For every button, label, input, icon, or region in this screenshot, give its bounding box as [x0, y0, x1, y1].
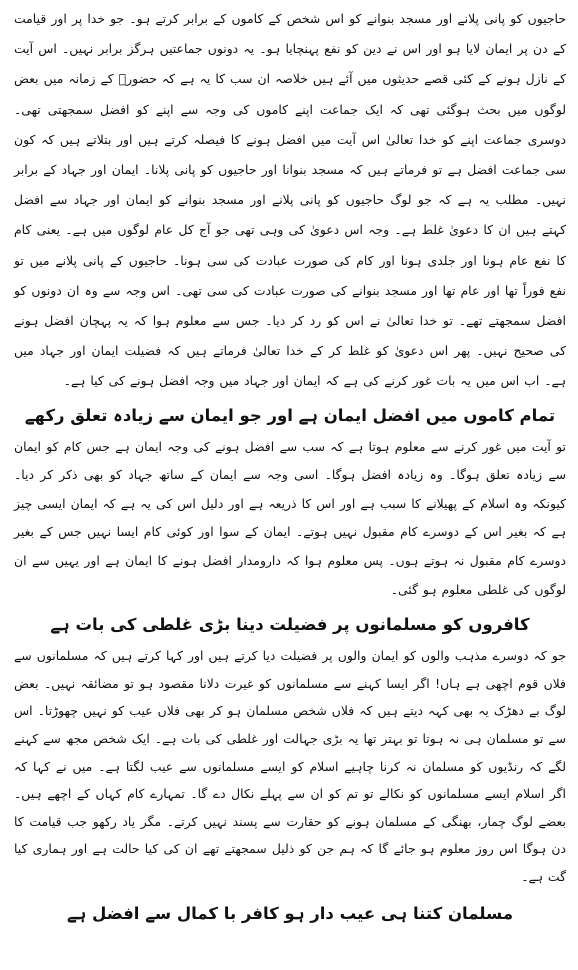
paragraph-kafir-fazilat: جو کہ دوسرے مذہب والوں کو ایمان والوں پر فضیلت دیا کرتے ہیں اور کہا کرتے ہیں کہ مسلمانوں سے فلاں قوم اچھی ہے ہاں! اگر ایسا کہنے سے مسلمانوں کو غیرت دلانا مقصود ہو تو مضائقہ نہیں۔ بعض لوگ بے دھڑک یہ بھی کہہ دیتے ہیں کہ فلاں شخص مسلمان ہو کر بھی فلاں عیب کو نہیں چھوڑتا۔ اس سے تو مسلمان ہی نہ ہوتا تو بہتر تھا یہ بڑی جہالت اور غلطی کی بات ہے۔ ایک شخص مجھ سے کہنے لگے کہ رنڈیوں کو مسلمان نہ کرنا چاہیے اسلام کو ایسے مسلمانوں سے عیب لگتا ہے۔ میں نے کہا کہ اگر اسلام ایسے مسلمانوں کو نکالے تو تم کو ان سے پہلے نکال دے گا۔ تمہارے کام کہاں کے اچھے ہیں۔ بعضے لوگ چمار، بھنگی کے مسلمان ہونے کو حقارت سے پسند نہیں کرتے۔ مگر یاد رکھو جب قیامت کا دن ہوگا اس روز معلوم ہو جائے گا کہ ہم جن کو ذلیل سمجھتے تھے ان کی کیا حالت ہے اور ہماری کیا گت ہے۔ [14, 648, 566, 884]
heading-muslim-afzal: مسلمان کتنا ہی عیب دار ہو کافر با کمال سے افضل ہے [66, 903, 514, 923]
document-page [14, 4, 566, 964]
paragraph-iman-afzal: تو آیت میں غور کرنے سے معلوم ہوتا ہے کہ سب سے افضل ہونے کی وجہ ایمان ہے جس کام کو ایمان سے زیادہ تعلق ہوگا۔ وہ زیادہ افضل ہوگا۔ اسی وجہ سے ایمان کے ساتھ جہاد کو بھی ذکر کر دیا۔ کیونکہ وہ اسلام کے پھیلانے کا سبب ہے اور اس کا ذریعہ ہے اور دلیل اس کی یہ ہے کہ ایمان ایسی چیز ہے کہ بغیر اس کے دوسرے کام مقبول نہیں ہوتے۔ ایمان کے سوا اور کوئی کام ایسا نہیں جس کے بغیر دوسرے کام مقبول نہ ہوتے ہوں۔ پس معلوم ہوا کہ دارومدار افضل ہونے کا ایمان ہے اور یہیں سے ان لوگوں کی غلطی معلوم ہو گئی۔ [14, 438, 566, 597]
heading-iman-afzal: تمام کاموں میں افضل ایمان ہے اور جو ایمان سے زیادہ تعلق رکھے [24, 405, 556, 425]
paragraph-hajj-masjid: حاجیوں کو پانی پلانے اور مسجد بنوانے کو اس شخص کے کاموں کے برابر کرتے ہو۔ جو خدا پر اور قیامت کے دن پر ایمان لایا ہو اور اس نے دین کو نفع پہنچایا ہو۔ یہ دونوں جماعتیں ہرگز برابر نہیں۔ اس آیت کے نازل ہونے کے کئی قصے حدیثوں میں آئے ہیں خلاصہ ان سب کا یہ ہے کہ حضورؐ کے زمانہ میں بعض لوگوں میں بحث ہوگئی تھی کہ ایک جماعت اپنے کاموں کی وجہ سے اپنے کو افضل سمجھتی تھی۔ دوسری جماعت اپنے کو خدا تعالیٰ اس آیت میں افضل ہونے کا فیصلہ کرتے ہیں اور بتلاتے ہیں کہ کون سی جماعت افضل ہے تو فرماتے ہیں کہ مسجد بنوانا اور حاجیوں کو پانی پلانا۔ ایمان اور جہاد کے برابر نہیں۔ مطلب یہ ہے کہ جو لوگ حاجیوں کو پانی پلانے اور مسجد بنوانے کو ایمان اور جہاد سے افضل کہتے ہیں ان کا دعویٰ غلط ہے۔ وجہ اس دعویٰ کی وہی تھی جو آج کل عام لوگوں میں ہے۔ یعنی کام کا نفع عام ہونا اور جلدی ہونا اور کام کی صورت عبادت کی سی ہونا۔ حاجیوں کے پانی پلانے میں تو نفع فوراً تھا اور عام تھا اور مسجد بنوانے کی صورت عبادت کی سی تھی۔ اس وجہ سے وہ ان دونوں کو افضل سمجھتے تھے۔ تو خدا تعالیٰ نے اس کو رد کر دیا۔ جس سے معلوم ہوا کہ یہ پہچان افضل ہونے کی صحیح نہیں۔ پھر اس دعویٰ کو غلط کر کے خدا تعالیٰ فرماتے ہیں کہ فضیلت ایمان اور جہاد میں ہے۔ اب اس میں یہ بات غور کرنے کی ہے کہ ایمان اور جہاد میں وجہ افضل ہونے کی کیا ہے۔ [14, 11, 566, 389]
heading-kafir-fazilat: کافروں کو مسلمانوں پر فضیلت دینا بڑی غلطی کی بات ہے [50, 615, 530, 635]
